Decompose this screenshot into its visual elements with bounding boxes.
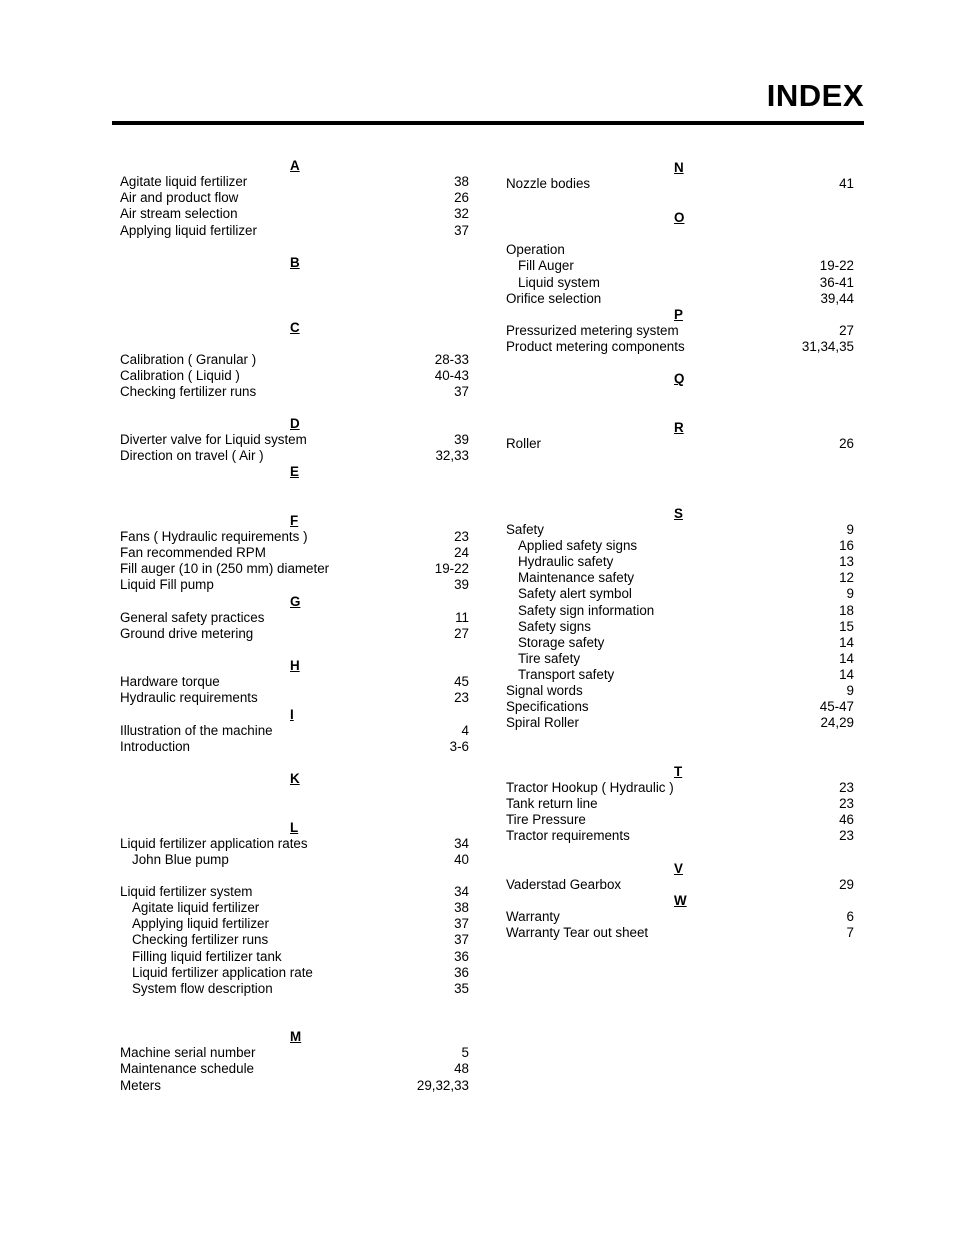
section-letter-v: V xyxy=(674,861,683,876)
section-letter-r: R xyxy=(674,420,684,435)
section-letter-h: H xyxy=(290,658,300,673)
section-letter-s: S xyxy=(674,506,683,521)
section-letter-q: Q xyxy=(674,371,685,386)
section-letter-m: M xyxy=(290,1029,302,1044)
section-letter-d: D xyxy=(290,416,300,431)
section-letter-o: O xyxy=(674,210,685,225)
section-letter-g: G xyxy=(290,594,301,609)
section-letter-k: K xyxy=(290,771,300,786)
section-letter-t: T xyxy=(674,764,683,779)
section-letter-p: P xyxy=(674,307,683,322)
section-letter-e: E xyxy=(290,464,299,479)
section-letter-n: N xyxy=(674,160,684,175)
section-letter-f: F xyxy=(290,513,299,528)
section-letter-c: C xyxy=(290,320,300,335)
section-letter-b: B xyxy=(290,255,300,270)
section-letter-a: A xyxy=(290,158,300,173)
section-letter-i: I xyxy=(290,707,294,722)
section-letter-w: W xyxy=(674,893,687,908)
title-rule xyxy=(112,121,864,125)
page-title: INDEX xyxy=(766,78,864,113)
section-letter-l: L xyxy=(290,820,299,835)
